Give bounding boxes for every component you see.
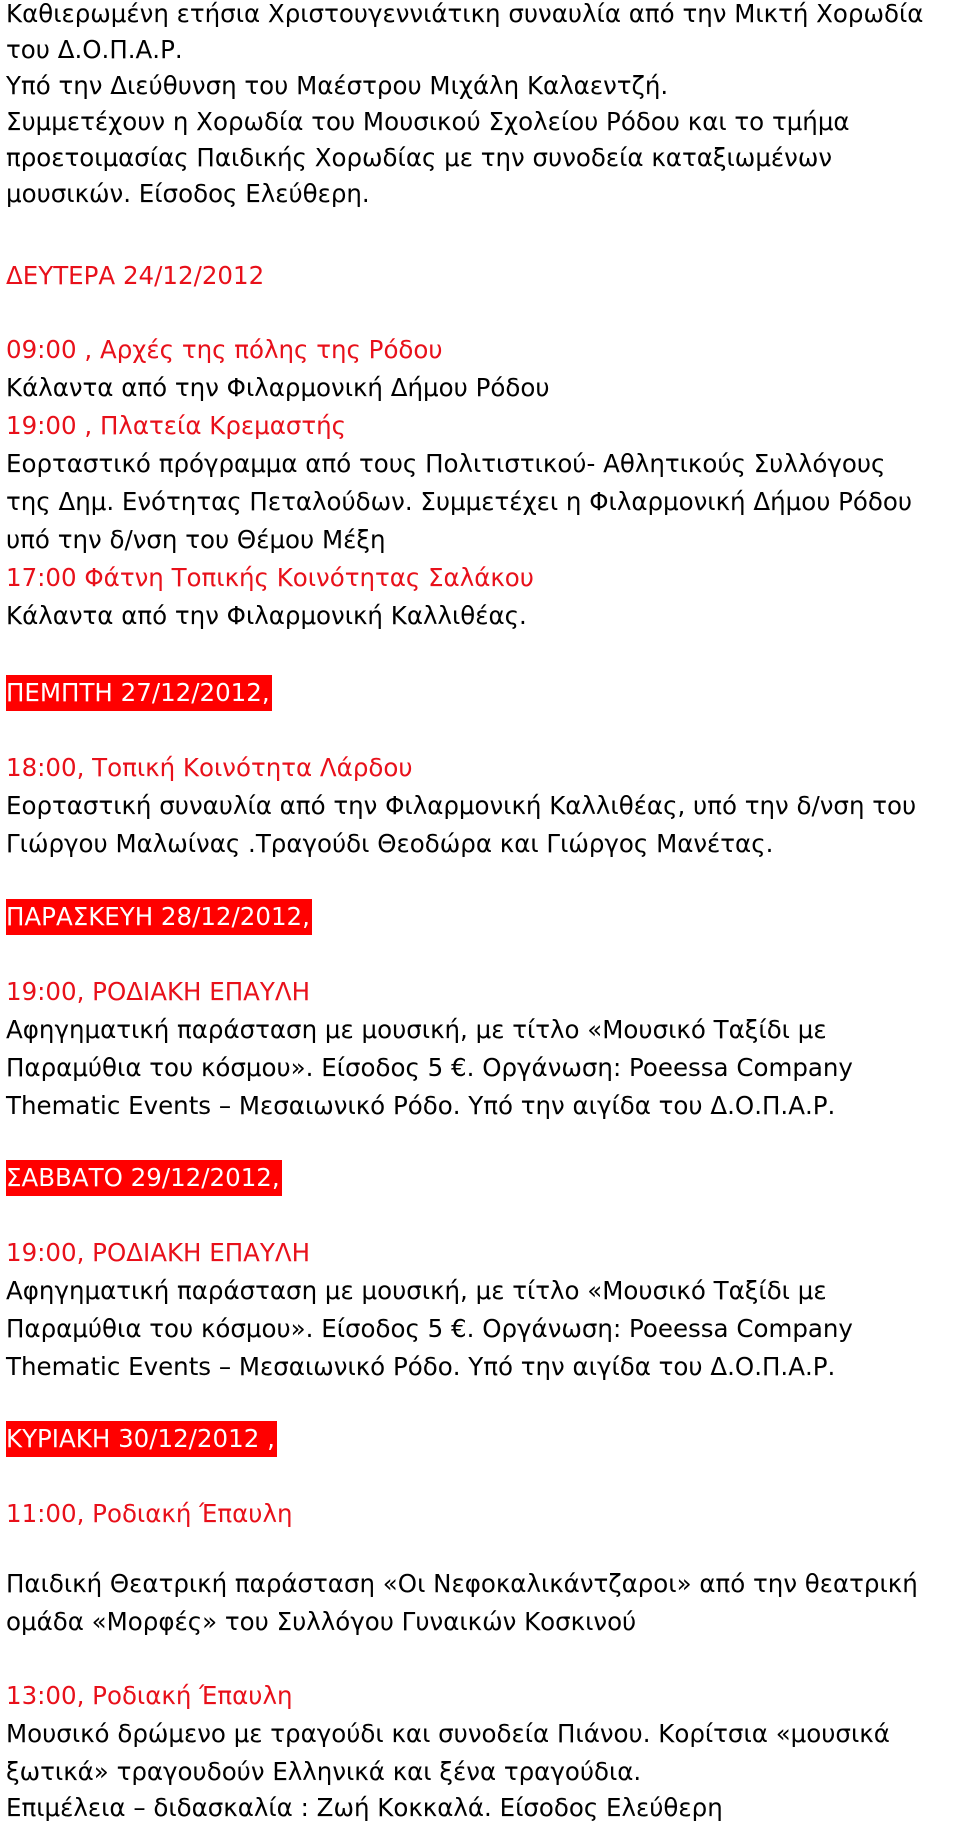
- day-heading-friday: ΠΑΡΑΣΚΕΥΗ 28/12/2012,: [6, 899, 312, 935]
- event-text: Παραμύθια του κόσμου». Είσοδος 5 €. Οργάνωση: Poeessa Company: [6, 1314, 853, 1343]
- event-text: Thematic Events – Μεσαιωνικό Ρόδο. Υπό την αιγίδα του Δ.Ο.Π.Α.Ρ.: [6, 1352, 836, 1381]
- event-text: ξωτικά» τραγουδούν Ελληνικά και ξένα τραγούδια.: [6, 1757, 642, 1786]
- event-text: υπό την δ/νση του Θέμου Μέξη: [6, 525, 386, 554]
- intro-line: Καθιερωμένη ετήσια Χριστουγεννιάτικη συναυλία από την Μικτή Χορωδία: [6, 0, 924, 28]
- event-header: 09:00 , Αρχές της πόλης της Ρόδου: [6, 335, 443, 364]
- event-header: 17:00 Φάτνη Τοπικής Κοινότητας Σαλάκου: [6, 563, 534, 592]
- intro-line: Συμμετέχουν η Χορωδία του Μουσικού Σχολείου Ρόδου και το τμήμα: [6, 107, 850, 136]
- event-text: Thematic Events – Μεσαιωνικό Ρόδο. Υπό την αιγίδα του Δ.Ο.Π.Α.Ρ.: [6, 1091, 836, 1120]
- event-text: Αφηγηματική παράσταση με μουσική, με τίτλο «Μουσικό Ταξίδι με: [6, 1276, 827, 1305]
- intro-line: προετοιμασίας Παιδικής Χορωδίας με την συνοδεία καταξιωμένων: [6, 143, 833, 172]
- event-text: Εορταστικό πρόγραμμα από τους Πολιτιστικού- Αθλητικούς Συλλόγους: [6, 449, 886, 478]
- day-heading-saturday: ΣΑΒΒΑΤΟ 29/12/2012,: [6, 1160, 282, 1196]
- event-header: 19:00 , Πλατεία Κρεμαστής: [6, 411, 347, 440]
- intro-line: μουσικών. Είσοδος Ελεύθερη.: [6, 179, 370, 208]
- event-text: Γιώργου Μαλωίνας .Τραγούδι Θεοδώρα και Γιώργος Μανέτας.: [6, 829, 774, 858]
- event-text: Κάλαντα από την Φιλαρμονική Καλλιθέας.: [6, 601, 527, 630]
- event-text: Κάλαντα από την Φιλαρμονική Δήμου Ρόδου: [6, 373, 550, 402]
- event-text: Παιδική Θεατρική παράσταση «Οι Νεφοκαλικάντζαροι» από την θεατρική: [6, 1569, 918, 1598]
- event-text: Παραμύθια του κόσμου». Είσοδος 5 €. Οργάνωση: Poeessa Company: [6, 1053, 853, 1082]
- intro-line: Υπό την Διεύθυνση του Μαέστρου Μιχάλη Καλαεντζή.: [6, 71, 669, 100]
- event-text: ομάδα «Μορφές» του Συλλόγου Γυναικών Κοσκινού: [6, 1607, 637, 1636]
- event-header: 13:00, Ροδιακή Έπαυλη: [6, 1681, 293, 1710]
- event-text: Μουσικό δρώμενο με τραγούδι και συνοδεία Πιάνου. Κορίτσια «μουσικά: [6, 1719, 890, 1748]
- event-header: 11:00, Ροδιακή Έπαυλη: [6, 1499, 293, 1528]
- event-text: Εορταστική συναυλία από την Φιλαρμονική Καλλιθέας, υπό την δ/νση του: [6, 791, 917, 820]
- event-header: 19:00, ΡΟΔΙΑΚΗ ΕΠΑΥΛΗ: [6, 1238, 311, 1267]
- event-text: της Δημ. Ενότητας Πεταλούδων. Συμμετέχει η Φιλαρμονική Δήμου Ρόδου: [6, 487, 913, 516]
- event-header: 19:00, ΡΟΔΙΑΚΗ ΕΠΑΥΛΗ: [6, 977, 311, 1006]
- event-text: Αφηγηματική παράσταση με μουσική, με τίτλο «Μουσικό Ταξίδι με: [6, 1015, 827, 1044]
- day-heading-monday: ΔΕΥΤΕΡΑ 24/12/2012: [6, 261, 265, 290]
- intro-line: του Δ.Ο.Π.Α.Ρ.: [6, 35, 183, 64]
- event-header: 18:00, Τοπική Κοινότητα Λάρδου: [6, 753, 413, 782]
- day-heading-sunday: ΚΥΡΙΑΚΗ 30/12/2012 ,: [6, 1421, 277, 1457]
- day-heading-thursday: ΠΕΜΠΤΗ 27/12/2012,: [6, 675, 272, 711]
- event-text: Επιμέλεια – διδασκαλία : Ζωή Κοκκαλά. Είσοδος Ελεύθερη: [6, 1793, 723, 1822]
